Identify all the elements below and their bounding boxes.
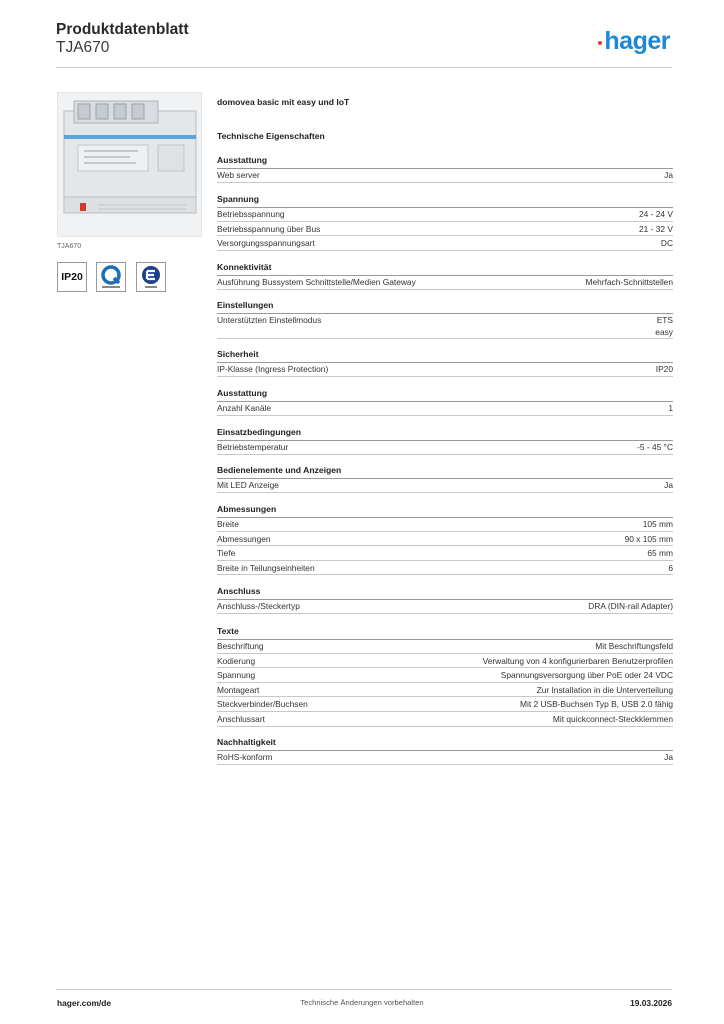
spec-label: RoHS-konform [217,752,273,762]
spec-label: Breite [217,519,239,529]
section-heading: Technische Eigenschaften [217,131,325,141]
footer-notice: Technische Änderungen vorbehalten [300,998,424,1007]
spec-row [217,670,673,683]
spec-row [217,534,673,547]
spec-row [217,656,673,669]
spec-value [595,641,673,653]
spec-label: Ausführung Bussystem Schnittstelle/Medien Gateway [217,277,416,287]
spec-value [637,442,673,454]
image-caption: TJA670 [57,243,82,250]
spec-row [217,315,673,339]
spec-label: Betriebsspannung über Bus [217,223,321,234]
spec-value [664,170,673,182]
spec-value-line: Mit quickconnect-Steckklemmen [552,714,673,724]
spec-value-line: Ja [664,480,673,490]
spec-value-line: DC [660,238,673,249]
spec-row [217,403,673,416]
spec-label: Betriebstemperatur [217,442,289,452]
spec-value-line: Verwaltung von 4 konfigurierbaren Benutzerprofilen [482,655,673,666]
group-title: Konnektivität [217,262,673,276]
spec-value [553,714,673,726]
spec-value-line: 105 mm [642,519,673,529]
spec-row [217,442,673,455]
logo-text: hager [604,27,670,55]
group-title: Sicherheit [217,349,673,363]
spec-label: Breite in Teilungseinheiten [217,562,315,573]
page-header [56,20,672,68]
spec-value [668,403,673,415]
spec-label: Anschlussart [217,714,265,724]
spec-row [217,224,673,237]
ip20-badge: IP20 [57,262,87,292]
group-title: Texte [217,626,673,640]
spec-row [217,641,673,654]
footer-website: hager.com/de [57,998,111,1008]
spec-value [661,238,673,250]
spec-value [643,519,673,531]
header-divider [56,67,672,68]
footer-divider [56,989,672,990]
spec-value-line: easy [655,326,673,337]
spec-value [625,534,673,546]
spec-value [664,480,673,492]
group-title: Einstellungen [217,300,673,314]
spec-value-line: 65 mm [647,548,673,559]
spec-value [537,685,673,697]
document-title: domovea basic mit easy und IoT [217,97,350,107]
spec-value-line: 6 [668,562,673,573]
spec-value [639,209,673,221]
spec-row [217,209,673,222]
group-title: Spannung [217,194,673,208]
spec-label: Kodierung [217,655,256,666]
spec-value [483,656,673,668]
spec-label: Spannung [217,670,256,681]
spec-value-line: Ja [664,170,673,180]
spec-value-line: IP20 [655,364,673,374]
footer-date: 19.03.2026 [630,998,672,1008]
spec-value-line: 90 x 105 mm [624,533,673,544]
spec-label: Unterstützten Einstellmodus [217,315,322,325]
spec-value-line: 21 - 32 V [639,223,673,234]
group-title: Ausstattung [217,155,673,169]
group-title: Ausstattung [217,388,673,402]
spec-value-line: Mit 2 USB-Buchsen Typ B, USB 2.0 fähig [520,699,673,710]
spec-row [217,714,673,727]
group-title: Abmessungen [217,504,673,518]
spec-label: Abmessungen [217,533,271,544]
quickconnect-badge [96,262,126,292]
spec-label: Beschriftung [217,641,264,651]
spec-row [217,238,673,251]
device-illustration-icon [58,93,201,236]
easy-icon [136,262,166,292]
product-image [57,92,202,237]
spec-value-line: ETS [656,315,673,325]
spec-label: Montageart [217,684,260,695]
spec-value [668,563,673,575]
spec-label: Tiefe [217,548,236,559]
spec-value-line: Zur Installation in die Unterverteilung [536,684,673,695]
spec-label: Mit LED Anzeige [217,480,279,490]
easy-badge [136,262,166,292]
spec-row [217,170,673,183]
spec-value [588,601,673,613]
spec-value [655,315,673,338]
spec-value [501,670,673,682]
spec-value [656,364,673,376]
spec-row [217,563,673,576]
spec-value [639,224,673,236]
page-title: Produktdatenblatt [56,21,189,38]
spec-value-line: 1 [668,403,673,413]
spec-value [585,277,673,289]
spec-label: Anschluss-/Steckertyp [217,601,300,611]
spec-value-line: Spannungsversorgung über PoE oder 24 VDC [500,670,673,681]
spec-value-line: DRA (DIN-rail Adapter) [588,601,673,611]
spec-value-line: Mit Beschriftungsfeld [595,641,673,651]
spec-label: Steckverbinder/Buchsen [217,699,308,710]
spec-value-line: Mehrfach-Schnittstellen [585,277,673,287]
spec-row [217,699,673,712]
spec-label: Betriebsspannung [217,209,285,219]
group-title: Einsatzbedingungen [217,427,673,441]
hager-logo [598,29,670,54]
spec-value-line: 24 - 24 V [639,209,673,219]
spec-value [520,699,673,711]
spec-row [217,519,673,532]
spec-row [217,277,673,290]
group-title: Bedienelemente und Anzeigen [217,465,673,479]
spec-row [217,752,673,765]
group-title: Anschluss [217,586,673,600]
spec-row [217,364,673,377]
spec-row [217,548,673,561]
spec-label: IP-Klasse (Ingress Protection) [217,364,329,374]
logo-dot-icon [598,41,602,45]
spec-value [664,752,673,764]
group-title: Nachhaltigkeit [217,737,673,751]
spec-label: Anzahl Kanäle [217,403,272,413]
spec-value-line: Ja [664,752,673,762]
spec-label: Versorgungsspannungsart [217,238,315,249]
spec-label: Web server [217,170,260,180]
spec-row [217,685,673,698]
spec-row [217,480,673,493]
spec-row [217,601,673,614]
spec-value [647,548,673,560]
quickconnect-icon [96,262,126,292]
product-code: TJA670 [56,39,110,56]
spec-value-line: -5 - 45 °C [637,442,673,452]
